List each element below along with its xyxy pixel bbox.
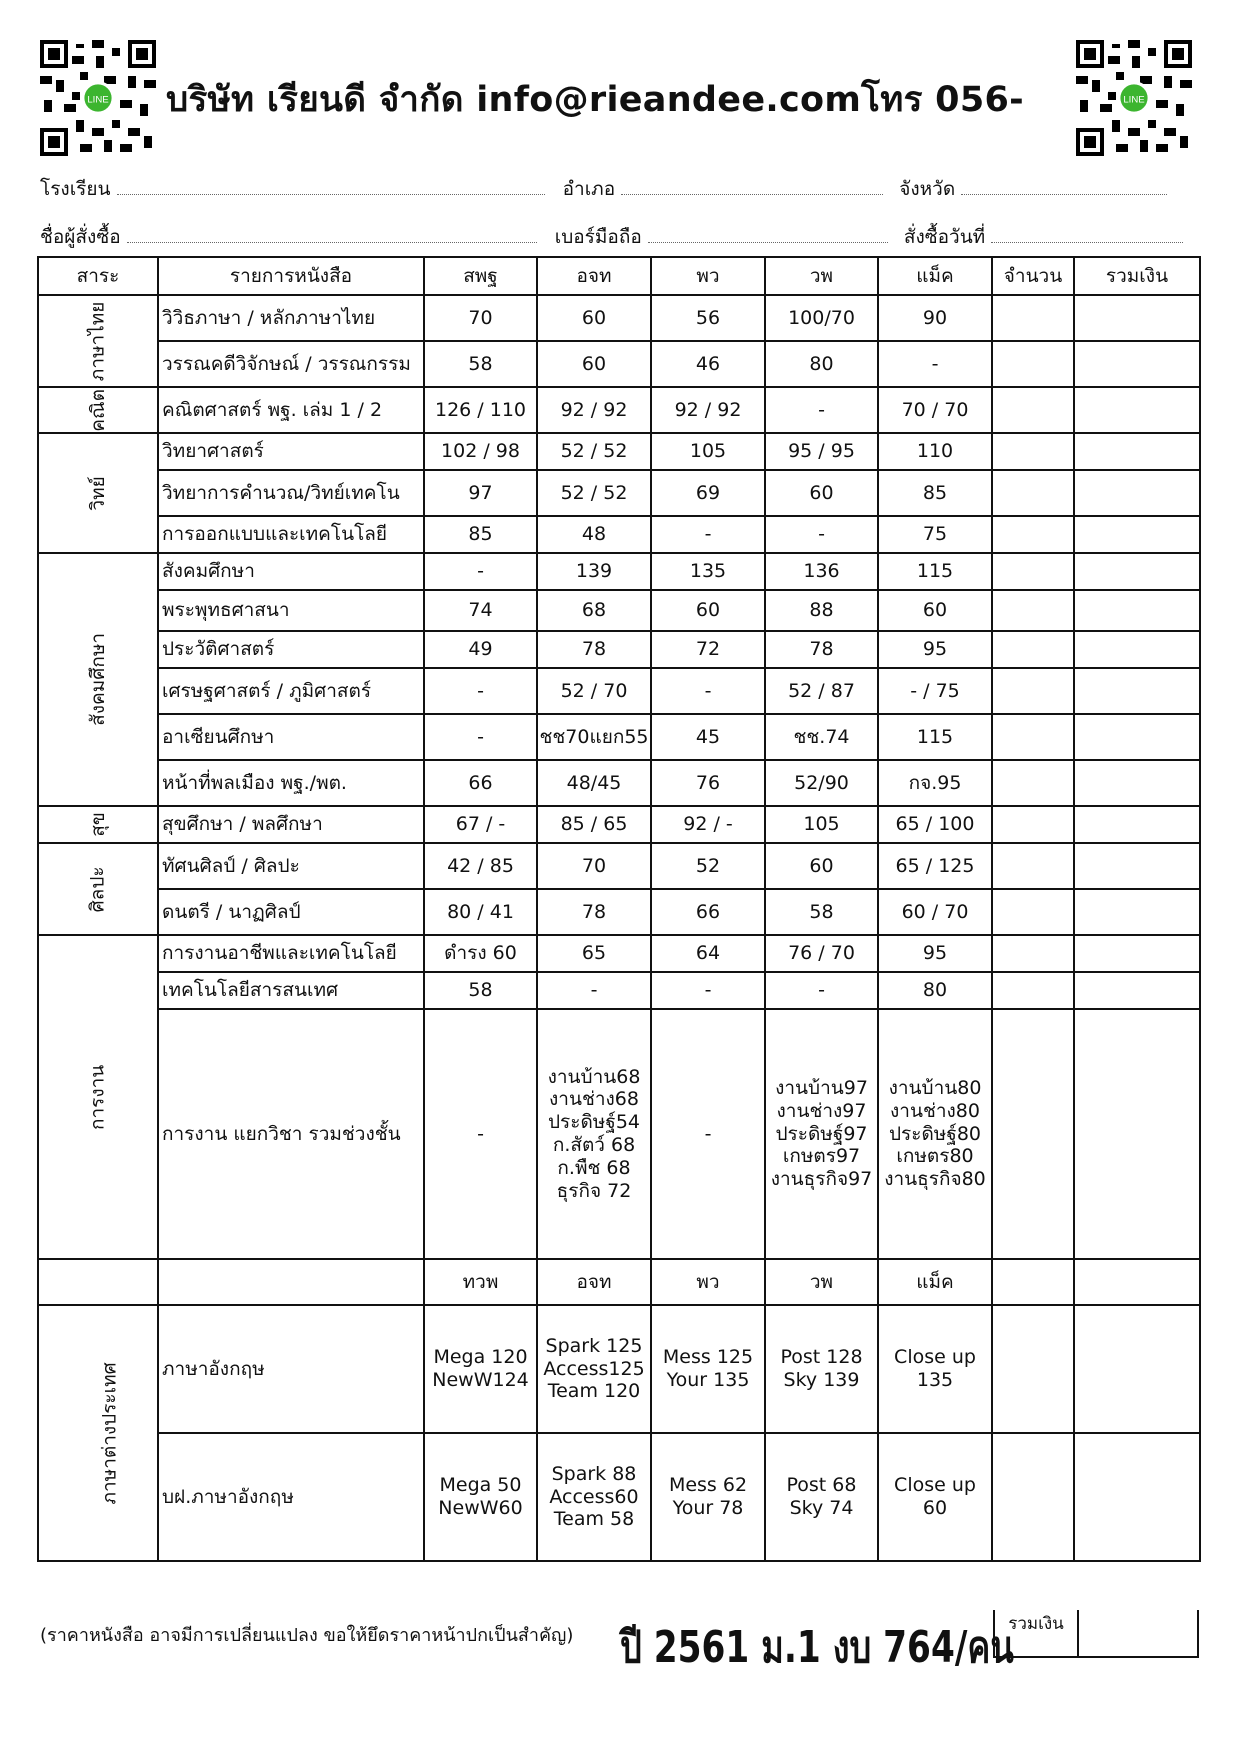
book-title: วิทยาการคำนวณ/วิทย์เทคโน (158, 470, 424, 516)
price-cell: - (651, 972, 765, 1009)
book-title: คณิตศาสตร์ พฐ. เล่ม 1 / 2 (158, 387, 424, 433)
table-row (38, 590, 1200, 631)
price-cell: - (424, 1009, 537, 1259)
col-publisher-4: วพ (765, 257, 878, 295)
price-cell: 78 (537, 889, 651, 935)
quantity-cell[interactable] (992, 935, 1074, 972)
total-cell[interactable] (1074, 590, 1200, 631)
price-cell: 65 (537, 935, 651, 972)
price-cell: 115 (878, 714, 992, 760)
total-cell[interactable] (1074, 806, 1200, 843)
district-label: อำเภอ (562, 178, 616, 200)
col-publisher-3: พว (651, 1259, 765, 1305)
price-cell: 69 (651, 470, 765, 516)
total-cell[interactable] (1074, 972, 1200, 1009)
col-publisher-3: พว (651, 257, 765, 295)
school-field[interactable] (117, 178, 545, 195)
price-cell: - (765, 972, 878, 1009)
book-title: บฝ.ภาษาอังกฤษ (158, 1433, 424, 1561)
subject-science: วิทย์ (38, 433, 158, 553)
price-cell: 60 (537, 295, 651, 341)
book-title: วรรณคดีวิจักษณ์ / วรรณกรรม (158, 341, 424, 387)
table-row (38, 714, 1200, 760)
company-header: บริษัท เรียนดี จำกัด info@rieandee.comโทร 056- (166, 80, 1024, 120)
price-cell: 70 / 70 (878, 387, 992, 433)
quantity-cell[interactable] (992, 889, 1074, 935)
col-publisher-1: สพฐ (424, 257, 537, 295)
book-title: ทัศนศิลป์ / ศิลปะ (158, 843, 424, 889)
book-title: หน้าที่พลเมือง พฐ./พต. (158, 760, 424, 806)
table-row (38, 972, 1200, 1009)
table-row (38, 1305, 1200, 1433)
price-cell: Mess 62 Your 78 (651, 1433, 765, 1561)
total-cell[interactable] (1074, 935, 1200, 972)
book-title: วิวิธภาษา / หลักภาษาไทย (158, 295, 424, 341)
subject-math: คณิต (38, 387, 158, 433)
price-cell: 52 / 52 (537, 433, 651, 470)
subject-social: สังคมศึกษา (38, 553, 158, 806)
table-row (38, 889, 1200, 935)
price-cell: 100/70 (765, 295, 878, 341)
price-cell: 115 (878, 553, 992, 590)
price-cell: 49 (424, 631, 537, 668)
svg-text:LINE: LINE (87, 94, 109, 106)
table-row (38, 295, 1200, 341)
col-subject: สาระ (38, 257, 158, 295)
quantity-cell[interactable] (992, 470, 1074, 516)
price-cell: 60 / 70 (878, 889, 992, 935)
price-cell: 66 (651, 889, 765, 935)
price-cell: 85 (878, 470, 992, 516)
price-cell: 95 (878, 631, 992, 668)
price-cell: 67 / - (424, 806, 537, 843)
book-title: เศรษฐศาสตร์ / ภูมิศาสตร์ (158, 668, 424, 714)
quantity-cell[interactable] (992, 631, 1074, 668)
quantity-cell[interactable] (992, 295, 1074, 341)
quantity-cell[interactable] (992, 1009, 1074, 1259)
price-cell: 76 / 70 (765, 935, 878, 972)
price-cell: 48/45 (537, 760, 651, 806)
price-cell: งานบ้าน80 งานช่าง80 ประดิษฐ์80 เกษตร80 งานธุรกิจ80 (878, 1009, 992, 1259)
quantity-cell[interactable] (992, 433, 1074, 470)
price-cell: - (651, 1009, 765, 1259)
col-publisher-1: ทวพ (424, 1259, 537, 1305)
book-title: พระพุทธศาสนา (158, 590, 424, 631)
book-title: ดนตรี / นาฏศิลป์ (158, 889, 424, 935)
total-cell[interactable] (1074, 1305, 1200, 1433)
buyer-field[interactable] (127, 226, 537, 243)
province-field[interactable] (961, 178, 1167, 195)
price-cell: 85 / 65 (537, 806, 651, 843)
phone-field[interactable] (648, 226, 888, 243)
budget-note: ปี 2561 ม.1 งบ 764/คน (620, 1622, 1014, 1673)
total-cell[interactable] (1074, 889, 1200, 935)
total-cell[interactable] (1074, 387, 1200, 433)
table-row (38, 843, 1200, 889)
price-cell: - (878, 341, 992, 387)
price-cell: 60 (878, 590, 992, 631)
price-cell: 126 / 110 (424, 387, 537, 433)
price-cell: 56 (651, 295, 765, 341)
col-publisher-5: แม็ค (878, 257, 992, 295)
price-cell: 52 / 70 (537, 668, 651, 714)
date-field[interactable] (991, 226, 1183, 243)
col-publisher-2: อจท (537, 1259, 651, 1305)
price-cell: 97 (424, 470, 537, 516)
price-cell: 52 / 87 (765, 668, 878, 714)
price-cell: 110 (878, 433, 992, 470)
price-cell: 70 (537, 843, 651, 889)
phone-label: เบอร์มือถือ (554, 226, 642, 248)
price-cell: 48 (537, 516, 651, 553)
table-row (38, 341, 1200, 387)
price-cell: - (424, 668, 537, 714)
grand-total-label: รวมเงิน (993, 1610, 1079, 1658)
price-cell: - (424, 714, 537, 760)
book-title: ประวัติศาสตร์ (158, 631, 424, 668)
book-title: การงานอาชีพและเทคโนโลยี (158, 935, 424, 972)
price-cell: 90 (878, 295, 992, 341)
table-subheader-row (38, 1259, 1200, 1305)
quantity-cell[interactable] (992, 972, 1074, 1009)
col-book: รายการหนังสือ (158, 257, 424, 295)
subject-art: ศิลปะ (38, 843, 158, 935)
price-cell: Mega 50 NewW60 (424, 1433, 537, 1561)
form-row-2 (40, 222, 1183, 252)
table-row (38, 433, 1200, 470)
table-row (38, 470, 1200, 516)
price-cell: 75 (878, 516, 992, 553)
price-cell: ดำรง 60 (424, 935, 537, 972)
price-cell: 78 (537, 631, 651, 668)
price-cell: - / 75 (878, 668, 992, 714)
buyer-label: ชื่อผู้สั่งซื้อ (40, 226, 121, 248)
price-cell: 65 / 100 (878, 806, 992, 843)
table-row (38, 806, 1200, 843)
price-cell: 52 / 52 (537, 470, 651, 516)
price-cell: 80 (878, 972, 992, 1009)
school-label: โรงเรียน (40, 178, 111, 200)
book-title: อาเซียนศึกษา (158, 714, 424, 760)
book-title: วิทยาศาสตร์ (158, 433, 424, 470)
price-cell: 80 / 41 (424, 889, 537, 935)
quantity-cell[interactable] (992, 714, 1074, 760)
price-cell: 92 / 92 (537, 387, 651, 433)
price-cell: Post 128 Sky 139 (765, 1305, 878, 1433)
price-cell: 95 (878, 935, 992, 972)
table-row (38, 668, 1200, 714)
price-cell: Close up 60 (878, 1433, 992, 1561)
price-cell: 88 (765, 590, 878, 631)
price-cell: Mega 120 NewW124 (424, 1305, 537, 1433)
price-cell: 60 (651, 590, 765, 631)
book-title: การงาน แยกวิชา รวมช่วงชั้น (158, 1009, 424, 1259)
price-cell: 72 (651, 631, 765, 668)
subject-work: การงาน (38, 935, 158, 1259)
price-cell: 42 / 85 (424, 843, 537, 889)
district-field[interactable] (621, 178, 883, 195)
total-cell[interactable] (1074, 631, 1200, 668)
price-cell: 92 / - (651, 806, 765, 843)
price-cell: 66 (424, 760, 537, 806)
table-row (38, 760, 1200, 806)
book-title: การออกแบบและเทคโนโลยี (158, 516, 424, 553)
total-cell[interactable] (1074, 341, 1200, 387)
price-cell: 76 (651, 760, 765, 806)
grand-total-field[interactable] (1075, 1610, 1199, 1658)
price-cell: 52 (651, 843, 765, 889)
order-table (37, 256, 1201, 1562)
price-cell: 68 (537, 590, 651, 631)
total-cell[interactable] (1074, 433, 1200, 470)
price-cell: Mess 125 Your 135 (651, 1305, 765, 1433)
subject-foreign: ภาษาต่างประเทศ (38, 1305, 158, 1561)
table-row (38, 631, 1200, 668)
price-cell: 60 (765, 843, 878, 889)
price-cell: 52/90 (765, 760, 878, 806)
price-cell: ชช70แยก55 (537, 714, 651, 760)
quantity-cell[interactable] (992, 516, 1074, 553)
quantity-cell[interactable] (992, 387, 1074, 433)
price-cell: - (537, 972, 651, 1009)
price-cell: 70 (424, 295, 537, 341)
price-cell: - (651, 668, 765, 714)
table-row (38, 387, 1200, 433)
qr-code-left (40, 40, 156, 156)
province-label: จังหวัด (899, 178, 956, 200)
quantity-cell[interactable] (992, 1433, 1074, 1561)
price-cell: - (765, 387, 878, 433)
col-total: รวมเงิน (1074, 257, 1200, 295)
book-title: เทคโนโลยีสารสนเทศ (158, 972, 424, 1009)
price-disclaimer: (ราคาหนังสือ อาจมีการเปลี่ยนแปลง ขอให้ยึดราคาหน้าปกเป็นสำคัญ) (40, 1625, 574, 1646)
total-cell[interactable] (1074, 516, 1200, 553)
price-cell: Close up 135 (878, 1305, 992, 1433)
col-publisher-2: อจท (537, 257, 651, 295)
price-cell: Spark 125 Access125 Team 120 (537, 1305, 651, 1433)
price-cell: 74 (424, 590, 537, 631)
form-row-1 (40, 174, 1167, 204)
total-cell[interactable] (1074, 760, 1200, 806)
price-cell: 95 / 95 (765, 433, 878, 470)
total-cell[interactable] (1074, 714, 1200, 760)
col-publisher-4: วพ (765, 1259, 878, 1305)
subject-health: สุข (38, 806, 158, 843)
total-cell[interactable] (1074, 1433, 1200, 1561)
qr-code-icon (1076, 40, 1192, 156)
qr-code-right (1076, 40, 1192, 156)
price-cell: งานบ้าน68 งานช่าง68 ประดิษฐ์54 ก.สัตว์ 68 ก.พืช 68 ธุรกิจ 72 (537, 1009, 651, 1259)
price-cell: 102 / 98 (424, 433, 537, 470)
price-cell: 78 (765, 631, 878, 668)
total-cell[interactable] (1074, 1009, 1200, 1259)
price-cell: Spark 88 Access60 Team 58 (537, 1433, 651, 1561)
quantity-cell[interactable] (992, 760, 1074, 806)
table-row (38, 1433, 1200, 1561)
total-cell[interactable] (1074, 553, 1200, 590)
price-cell: 58 (424, 972, 537, 1009)
quantity-cell[interactable] (992, 341, 1074, 387)
total-cell[interactable] (1074, 470, 1200, 516)
table-row (38, 935, 1200, 972)
price-cell: - (765, 516, 878, 553)
date-label: สั่งซื้อวันที่ (903, 226, 986, 248)
table-row (38, 516, 1200, 553)
total-cell[interactable] (1074, 668, 1200, 714)
price-cell: งานบ้าน97 งานช่าง97 ประดิษฐ์97 เกษตร97 งานธุรกิจ97 (765, 1009, 878, 1259)
price-cell: 139 (537, 553, 651, 590)
table-row (38, 1009, 1200, 1259)
price-cell: 80 (765, 341, 878, 387)
quantity-cell[interactable] (992, 1305, 1074, 1433)
total-cell[interactable] (1074, 295, 1200, 341)
book-title: สังคมศึกษา (158, 553, 424, 590)
price-cell: 65 / 125 (878, 843, 992, 889)
price-cell: 45 (651, 714, 765, 760)
price-cell: 105 (651, 433, 765, 470)
col-publisher-5: แม็ค (878, 1259, 992, 1305)
quantity-cell[interactable] (992, 668, 1074, 714)
svg-text:LINE: LINE (1123, 94, 1145, 106)
price-cell: - (424, 553, 537, 590)
book-title: สุขศึกษา / พลศึกษา (158, 806, 424, 843)
price-cell: 105 (765, 806, 878, 843)
price-cell: กจ.95 (878, 760, 992, 806)
price-cell: 64 (651, 935, 765, 972)
table-row (38, 553, 1200, 590)
qr-code-icon (40, 40, 156, 156)
quantity-cell[interactable] (992, 590, 1074, 631)
subject-thai: ภาษาไทย (38, 295, 158, 387)
price-cell: - (651, 516, 765, 553)
price-cell: 58 (424, 341, 537, 387)
price-cell: 135 (651, 553, 765, 590)
quantity-cell[interactable] (992, 843, 1074, 889)
table-header-row (38, 257, 1200, 295)
price-cell: Post 68 Sky 74 (765, 1433, 878, 1561)
price-cell: 46 (651, 341, 765, 387)
price-cell: 136 (765, 553, 878, 590)
quantity-cell[interactable] (992, 553, 1074, 590)
price-cell: 92 / 92 (651, 387, 765, 433)
total-cell[interactable] (1074, 843, 1200, 889)
price-cell: 60 (537, 341, 651, 387)
book-title: ภาษาอังกฤษ (158, 1305, 424, 1433)
price-cell: 85 (424, 516, 537, 553)
col-quantity: จำนวน (992, 257, 1074, 295)
price-cell: 60 (765, 470, 878, 516)
price-cell: ชช.74 (765, 714, 878, 760)
price-cell: 58 (765, 889, 878, 935)
quantity-cell[interactable] (992, 806, 1074, 843)
